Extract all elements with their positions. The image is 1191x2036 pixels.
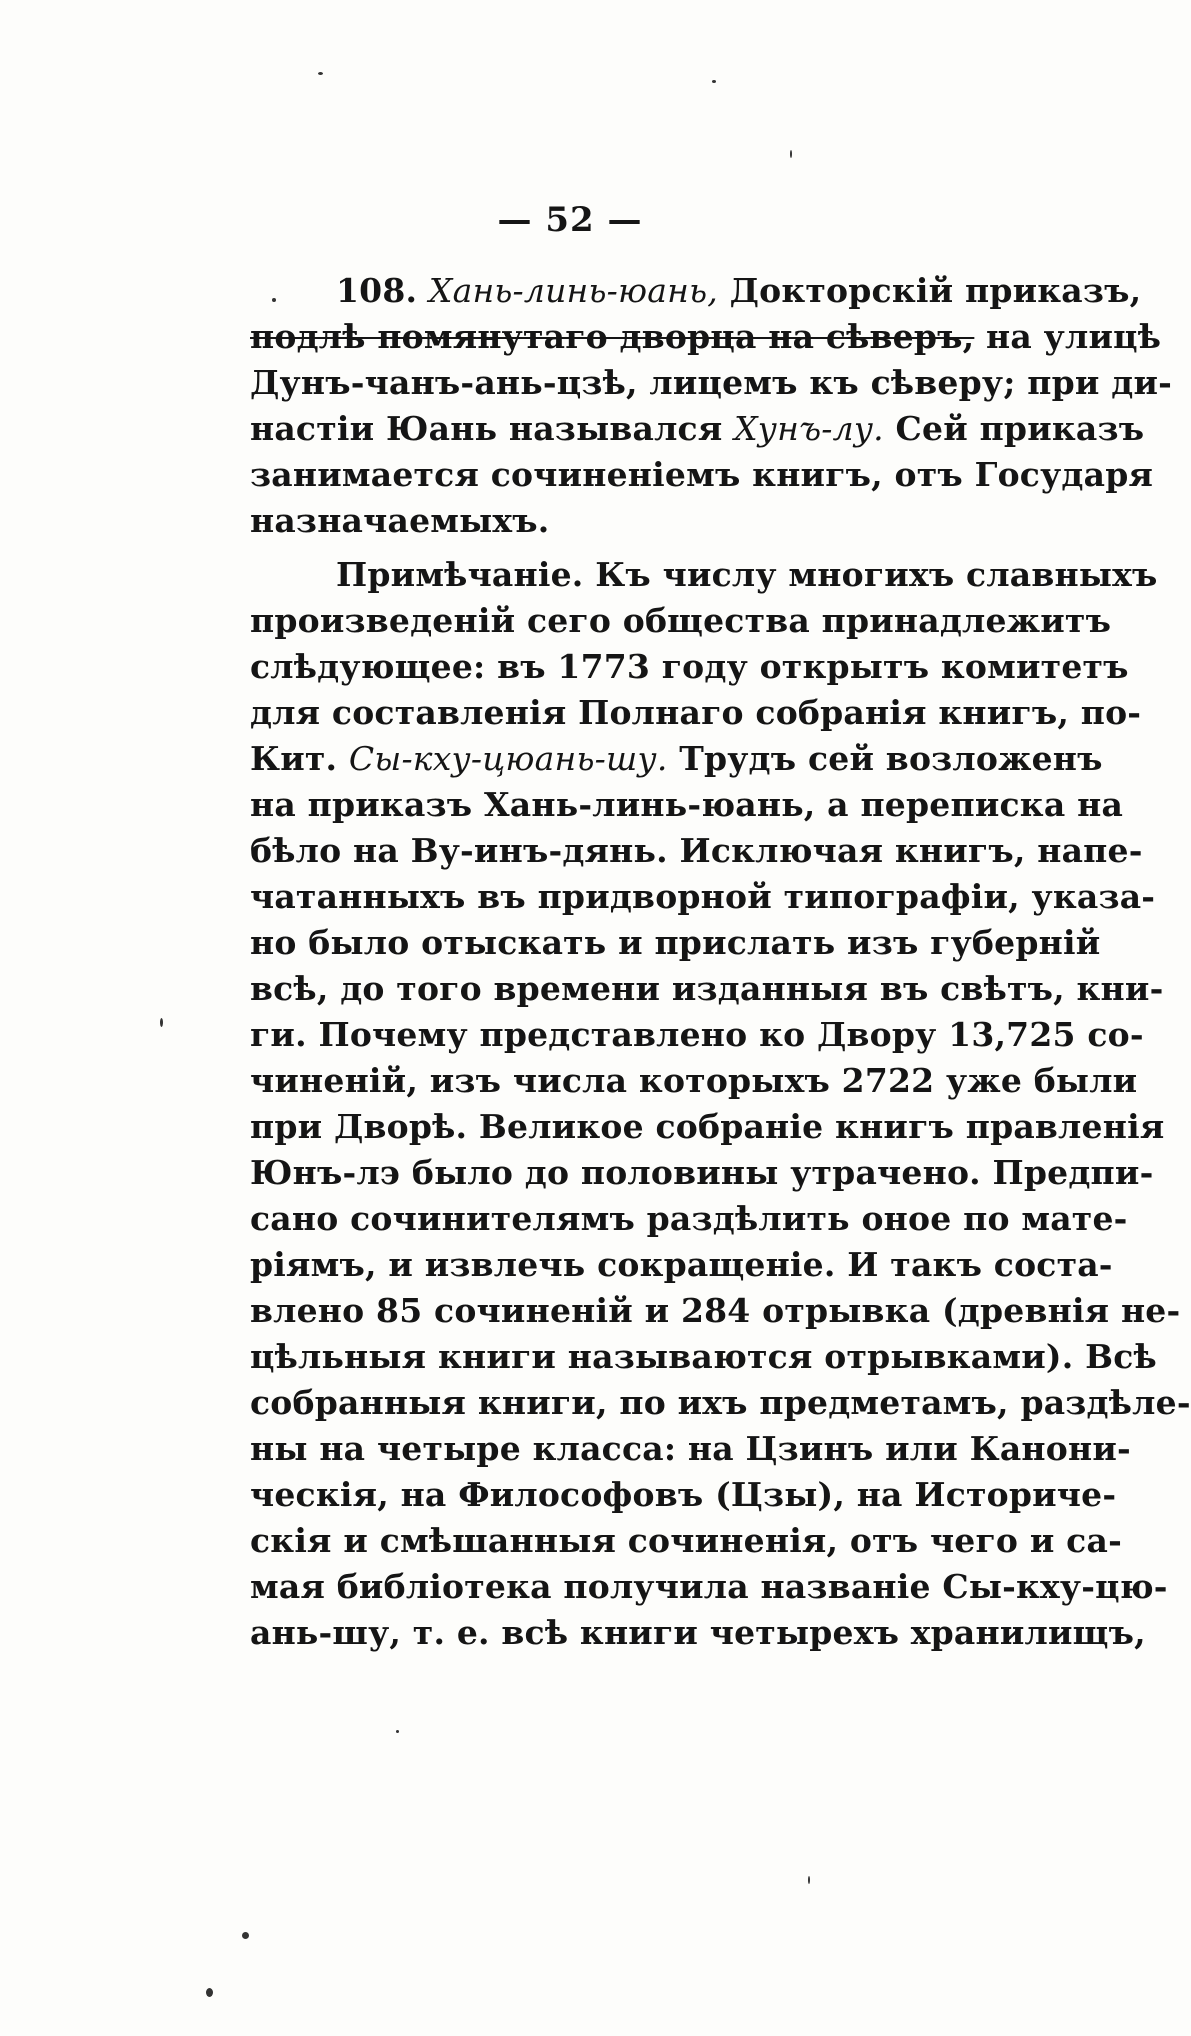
text-line: чатанныхъ въ придворной типографіи, указа-	[250, 877, 1156, 916]
text-line: произведеній сего общества принадлежитъ	[250, 601, 1112, 640]
italic-term: Сы-кху-цюань-шу.	[348, 739, 668, 778]
text-line: подлѣ помянутаго дворца на сѣверъ, на улицѣ	[250, 317, 1162, 356]
scan-speck	[808, 1876, 810, 1884]
text-line: скія и смѣшанныя сочиненія, отъ чего и са-	[250, 1521, 1122, 1560]
text-line: Примѣчаніе. Къ числу многихъ славныхъ	[336, 555, 1158, 594]
text-line: занимается сочиненіемъ книгъ, отъ Государя	[250, 455, 1154, 494]
note-heading: Примѣчаніе.	[336, 555, 584, 594]
text-line: назначаемыхъ.	[250, 501, 550, 540]
text-line: Юнъ-лэ было до половины утрачено. Предпи-	[250, 1153, 1154, 1192]
text-line: ны на четыре класса: на Цзинъ или Канони-	[250, 1429, 1131, 1468]
text-line: всѣ, до того времени изданныя въ свѣтъ, кни-	[250, 969, 1164, 1008]
text-line: 108. Хань-линь-юань, Докторскій приказъ,	[336, 271, 1142, 310]
paragraph-gap	[250, 544, 1086, 552]
text-line: ги. Почему представлено ко Двору 13,725 со-	[250, 1015, 1144, 1054]
scan-speck	[712, 80, 716, 83]
scan-speck	[160, 1018, 163, 1027]
scan-speck	[272, 298, 276, 302]
struck-text: подлѣ помянутаго дворца на сѣверъ,	[250, 317, 975, 356]
text-line: влено 85 сочиненій и 284 отрывка (древнія не-	[250, 1291, 1181, 1330]
page-number: — 52 —	[497, 200, 643, 240]
text-line: настіи Юань назывался Хунъ-лу. Сей приказъ	[250, 409, 1145, 448]
text-line: ческія, на Философовъ (Цзы), на Историче-	[250, 1475, 1117, 1514]
text-line: сано сочинителямъ раздѣлить оное по мате-	[250, 1199, 1128, 1238]
text-line: бѣло на Ву-инъ-дянь. Исключая книгъ, напе-	[250, 831, 1143, 870]
body-text	[250, 268, 1191, 1656]
text-line: для составленія Полнаго собранія книгъ, по-	[250, 693, 1142, 732]
text-line: мая библіотека получила названіе Сы-кху-цю-	[250, 1567, 1168, 1606]
text-line: цѣльныя книги называются отрывками). Всѣ	[250, 1337, 1157, 1376]
text-line: чиненій, изъ числа которыхъ 2722 уже были	[250, 1061, 1138, 1100]
text-line: при Дворѣ. Великое собраніе книгъ правленія	[250, 1107, 1165, 1146]
italic-term: Хань-линь-юань,	[428, 271, 718, 310]
italic-term: Хунъ-лу.	[734, 409, 884, 448]
text-line: Дунъ-чанъ-ань-цзѣ, лицемъ къ сѣверу; при ди-	[250, 363, 1173, 402]
text-line: на приказъ Хань-линь-юань, а переписка на	[250, 785, 1124, 824]
scan-speck	[790, 150, 792, 158]
scan-speck	[318, 72, 323, 75]
scan-speck	[396, 1730, 399, 1733]
text-line: собранныя книги, по ихъ предметамъ, раздѣле-	[250, 1383, 1191, 1422]
text-line: Кит. Сы-кху-цюань-шу. Трудъ сей возложенъ	[250, 739, 1103, 778]
scan-speck	[242, 1932, 249, 1939]
text-line: ріямъ, и извлечь сокращеніе. И такъ соста-	[250, 1245, 1113, 1284]
text-line: но было отыскать и прислать изъ губерній	[250, 923, 1101, 962]
text-line: слѣдующее: въ 1773 году открытъ комитетъ	[250, 647, 1129, 686]
scan-speck	[206, 1988, 213, 1997]
text-line: ань-шу, т. е. всѣ книги четырехъ хранилищъ,	[250, 1613, 1146, 1652]
